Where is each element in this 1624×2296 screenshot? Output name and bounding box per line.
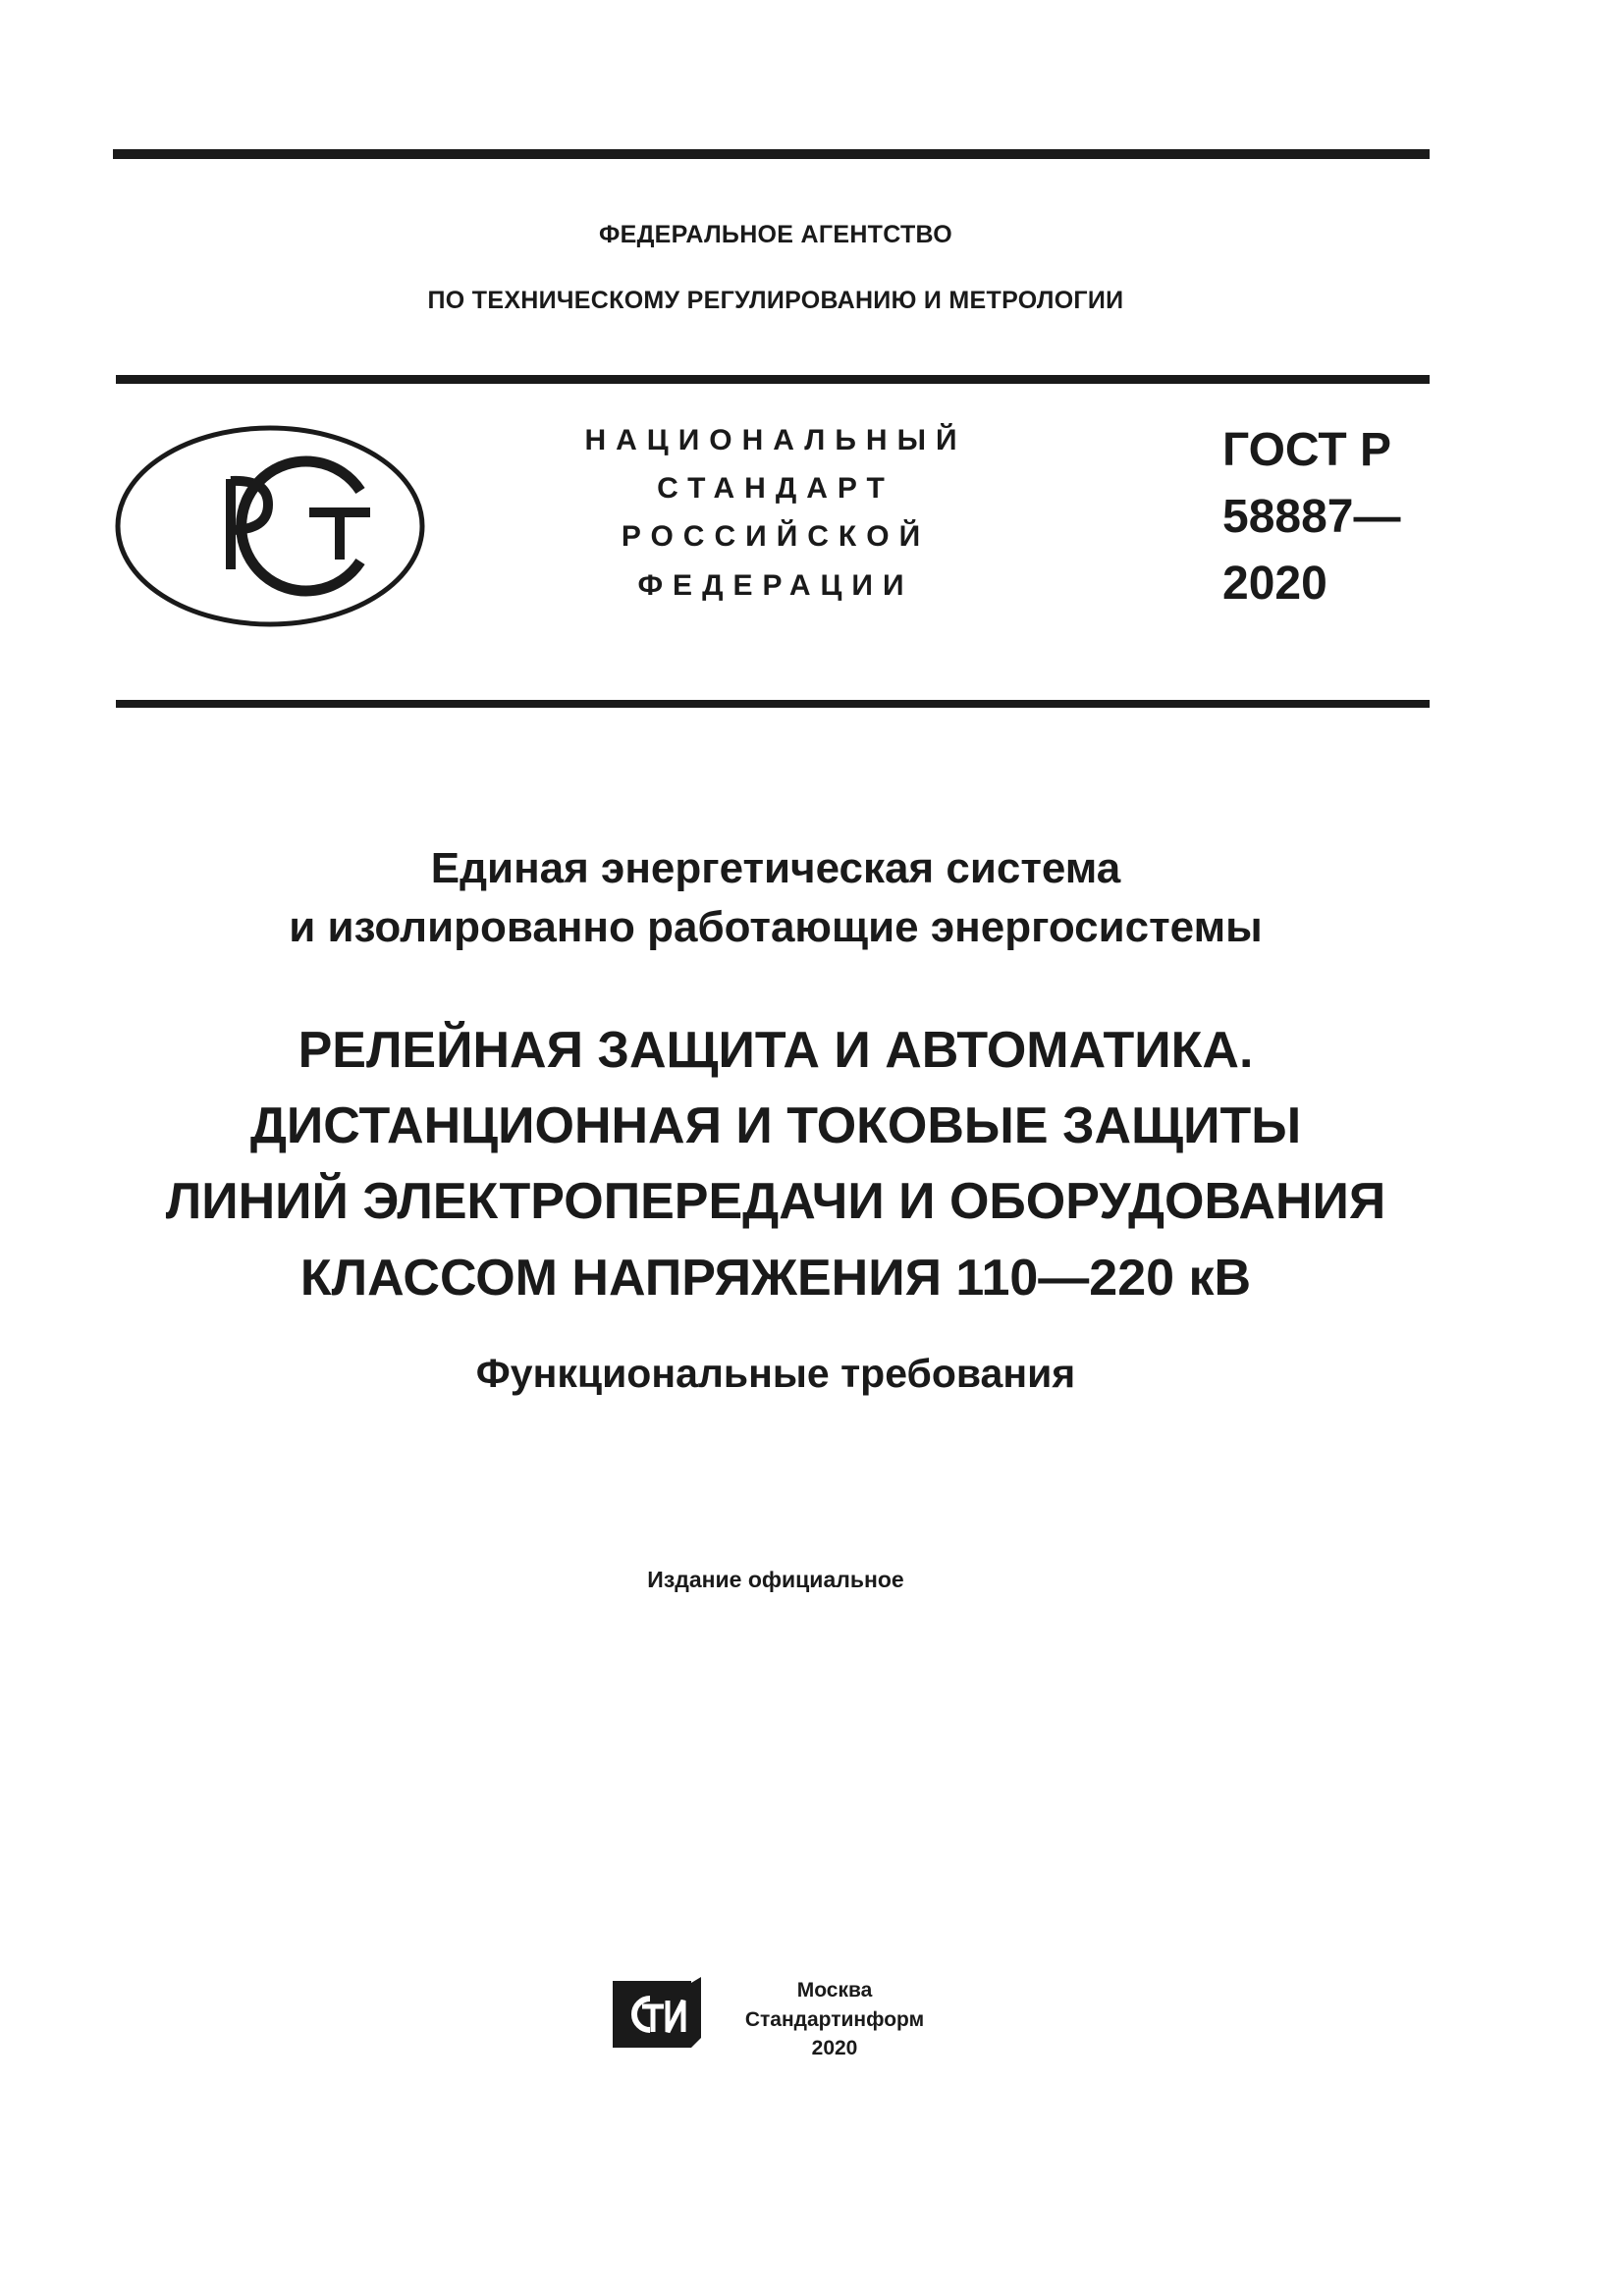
- document-subtitle: Функциональные требования: [475, 1351, 1076, 1396]
- agency-line-2: ПО ТЕХНИЧЕСКОМУ РЕГУЛИРОВАНИЮ И МЕТРОЛОГИИ: [427, 287, 1124, 314]
- publisher-city: Москва: [796, 1979, 873, 2002]
- document-title-line-2: ДИСТАНЦИОННАЯ И ТОКОВЫЕ ЗАЩИТЫ: [249, 1097, 1302, 1154]
- designation-line-3: 2020: [1222, 558, 1327, 610]
- middle-rule: [116, 375, 1430, 384]
- standard-type-line-2: СТАНДАРТ: [657, 472, 894, 505]
- designation-line-1: ГОСТ Р: [1222, 424, 1392, 476]
- standard-type-line-4: ФЕДЕРАЦИИ: [637, 569, 914, 602]
- standard-designation: [1222, 417, 1400, 617]
- standard-type-line-1: НАЦИОНАЛЬНЫЙ: [584, 424, 967, 456]
- publication-year: 2020: [811, 2037, 858, 2059]
- series-title-line-1: Единая энергетическая система: [430, 844, 1121, 892]
- top-rule: [113, 149, 1430, 159]
- agency-line-1: ФЕДЕРАЛЬНОЕ АГЕНТСТВО: [598, 221, 953, 248]
- document-title-line-4: КЛАССОМ НАПРЯЖЕНИЯ 110—220 кВ: [299, 1250, 1252, 1307]
- designation-line-2: 58887—: [1222, 491, 1401, 543]
- publisher-name: Стандартинформ: [744, 2008, 925, 2031]
- document-title-line-3: ЛИНИЙ ЭЛЕКТРОПЕРЕДАЧИ И ОБОРУДОВАНИЯ: [165, 1173, 1386, 1230]
- document-title-line-1: РЕЛЕЙНАЯ ЗАЩИТА И АВТОМАТИКА.: [298, 1022, 1254, 1079]
- edition-note: Издание официальное: [647, 1567, 904, 1592]
- lower-rule: [116, 700, 1430, 708]
- series-title-line-2: и изолированно работающие энергосистемы: [289, 903, 1263, 951]
- standard-type-line-3: РОССИЙСКОЙ: [621, 520, 931, 553]
